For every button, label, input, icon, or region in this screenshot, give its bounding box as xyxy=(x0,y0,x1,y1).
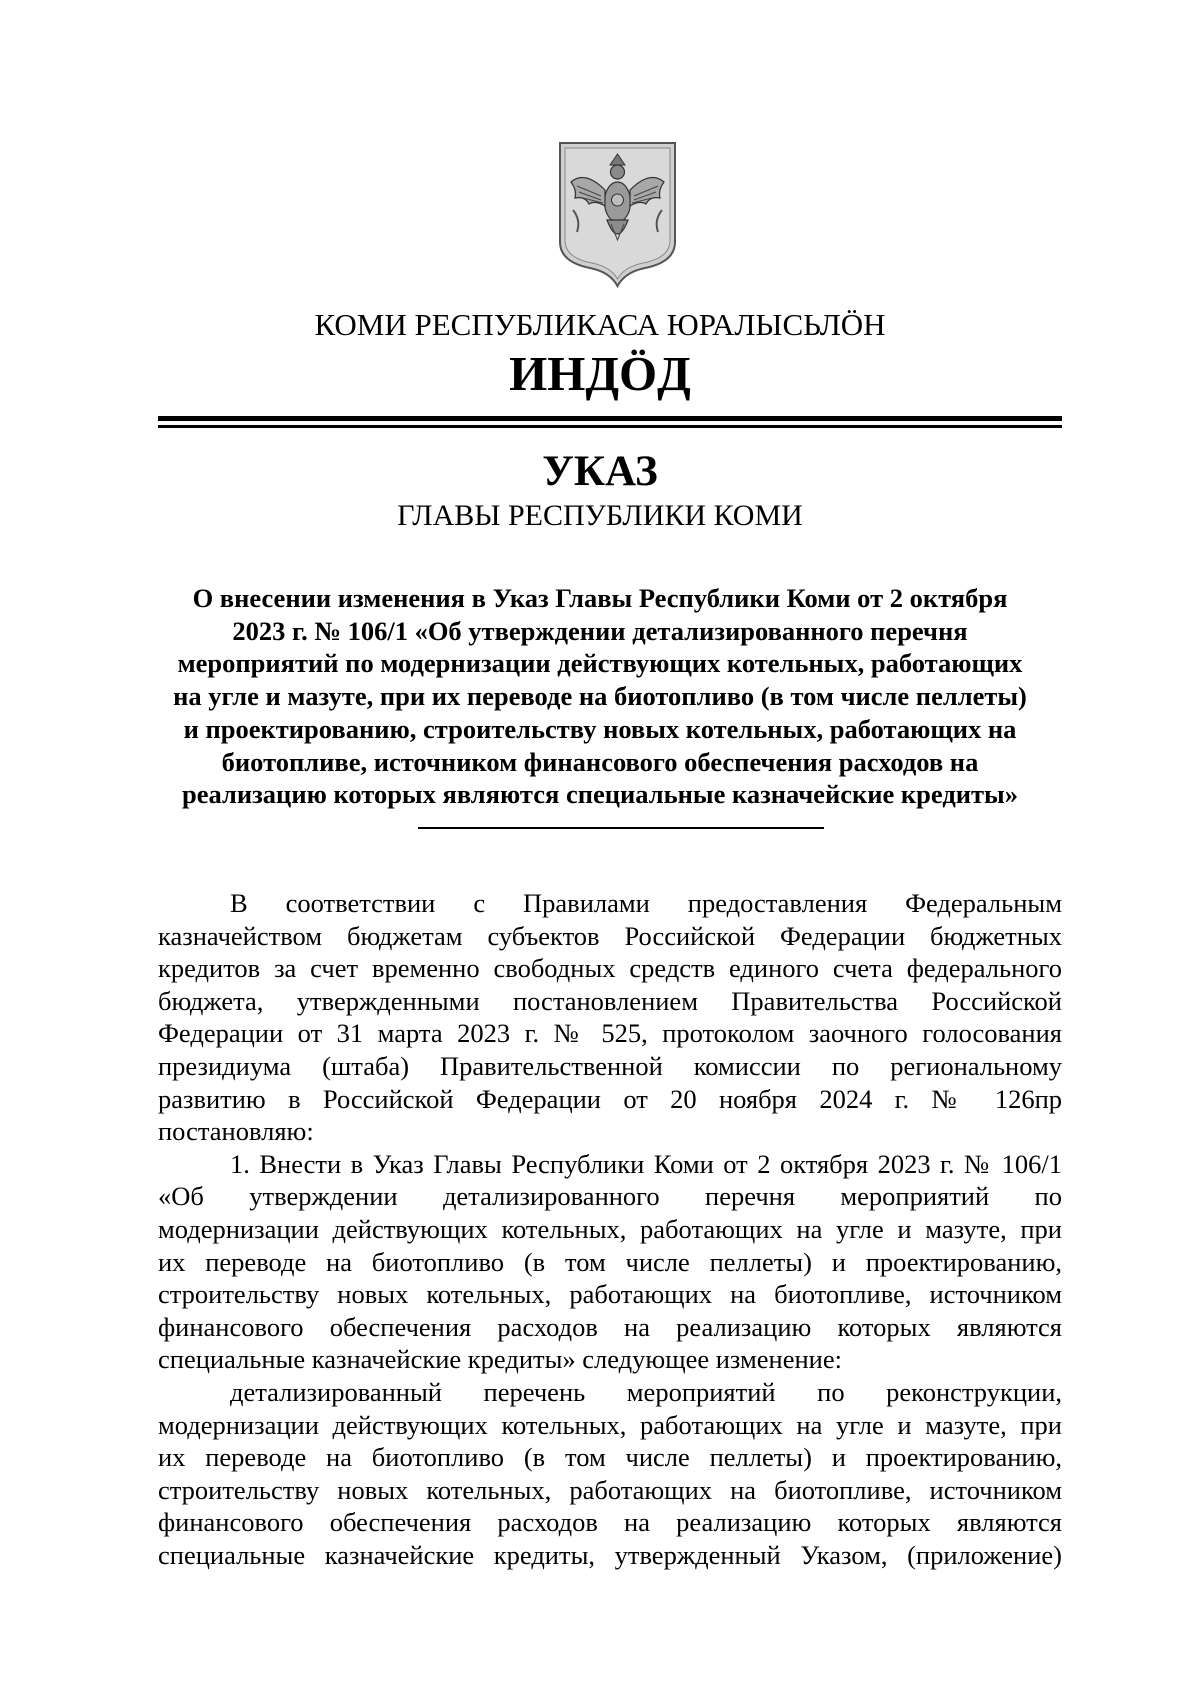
paragraph-preamble xyxy=(158,887,1062,1148)
republic-name-komi: КОМИ РЕСПУБЛИКАСА ЮРАЛЫСЬЛÖН xyxy=(314,307,886,342)
paragraph-item-1 xyxy=(158,1148,1062,1376)
title-line: на угле и мазуте, при их переводе на биотопливо (в том числе пеллеты) xyxy=(173,681,1027,712)
decree-title xyxy=(140,582,1060,811)
body-line: президиума (штаба) Правительственной комиссии по региональному xyxy=(158,1050,1062,1081)
body-line: финансового обеспечения расходов на реализацию которых являются xyxy=(158,1311,1062,1342)
title-line: мероприятий по модернизации действующих котельных, работающих xyxy=(177,648,1023,679)
body-line: специальные казначейские кредиты» следующее изменение: xyxy=(158,1344,842,1375)
body-line: бюджета, утвержденными постановлением Правительства Российской xyxy=(158,985,1062,1016)
title-line: 2023 г. № 106/1 «Об утверждении детализированного перечня xyxy=(232,615,968,646)
indod-heading: ИНДÖД xyxy=(509,346,691,401)
title-underline xyxy=(418,827,824,829)
body-line: В соответствии с Правилами предоставления Федеральным xyxy=(230,888,1062,918)
title-line: биотопливе, источником финансового обеспечения расходов на xyxy=(221,746,979,777)
paragraph-change xyxy=(158,1376,1062,1572)
body-line: модернизации действующих котельных, работающих на угле и мазуте, при xyxy=(158,1213,1062,1244)
body-line: модернизации действующих котельных, работающих на угле и мазуте, при xyxy=(158,1409,1062,1440)
title-line: реализацию которых являются специальные казначейские кредиты» xyxy=(182,779,1018,810)
body-line: детализированный перечень мероприятий по реконструкции, xyxy=(230,1376,1062,1407)
body-line: строительству новых котельных, работающих на биотопливе, источником xyxy=(158,1474,1062,1505)
coat-of-arms-emblem xyxy=(555,140,680,288)
body-line: казначейством бюджетам субъектов Российской Федерации бюджетных xyxy=(158,920,1062,951)
body-line: Федерации от 31 марта 2023 г. № 525, протоколом заочного голосования xyxy=(158,1018,1062,1049)
body-line: «Об утверждении детализированного перечня мероприятий по xyxy=(158,1181,1062,1212)
body-line: их переводе на биотопливо (в том числе пеллеты) и проектированию, xyxy=(158,1246,1062,1277)
body-line: постановляю: xyxy=(158,1116,314,1147)
body-line: кредитов за счет временно свободных средств единого счета федерального xyxy=(158,953,1062,984)
body-line: 1. Внести в Указ Главы Республики Коми от 2 октября 2023 г. № 106/1 xyxy=(230,1148,1062,1179)
decree-subheading: ГЛАВЫ РЕСПУБЛИКИ КОМИ xyxy=(397,499,803,532)
header-divider-thick xyxy=(158,416,1062,421)
body-line: строительству новых котельных, работающих на биотопливе, источником xyxy=(158,1279,1062,1310)
title-line: О внесении изменения в Указ Главы Республики Коми от 2 октября xyxy=(192,583,1008,613)
title-line: и проектированию, строительству новых котельных, работающих на xyxy=(183,713,1017,744)
header-divider-thin xyxy=(158,425,1062,428)
decree-heading: УКАЗ xyxy=(542,448,658,495)
body-line: их переводе на биотопливо (в том числе пеллеты) и проектированию, xyxy=(158,1442,1062,1473)
body-line: финансового обеспечения расходов на реализацию которых являются xyxy=(158,1507,1062,1538)
decree-body xyxy=(158,887,1062,1571)
body-line: специальные казначейские кредиты, утвержденный Указом, (приложение) xyxy=(158,1539,1062,1570)
body-line: развитию в Российской Федерации от 20 ноября 2024 г. № 126пр xyxy=(158,1083,1062,1114)
